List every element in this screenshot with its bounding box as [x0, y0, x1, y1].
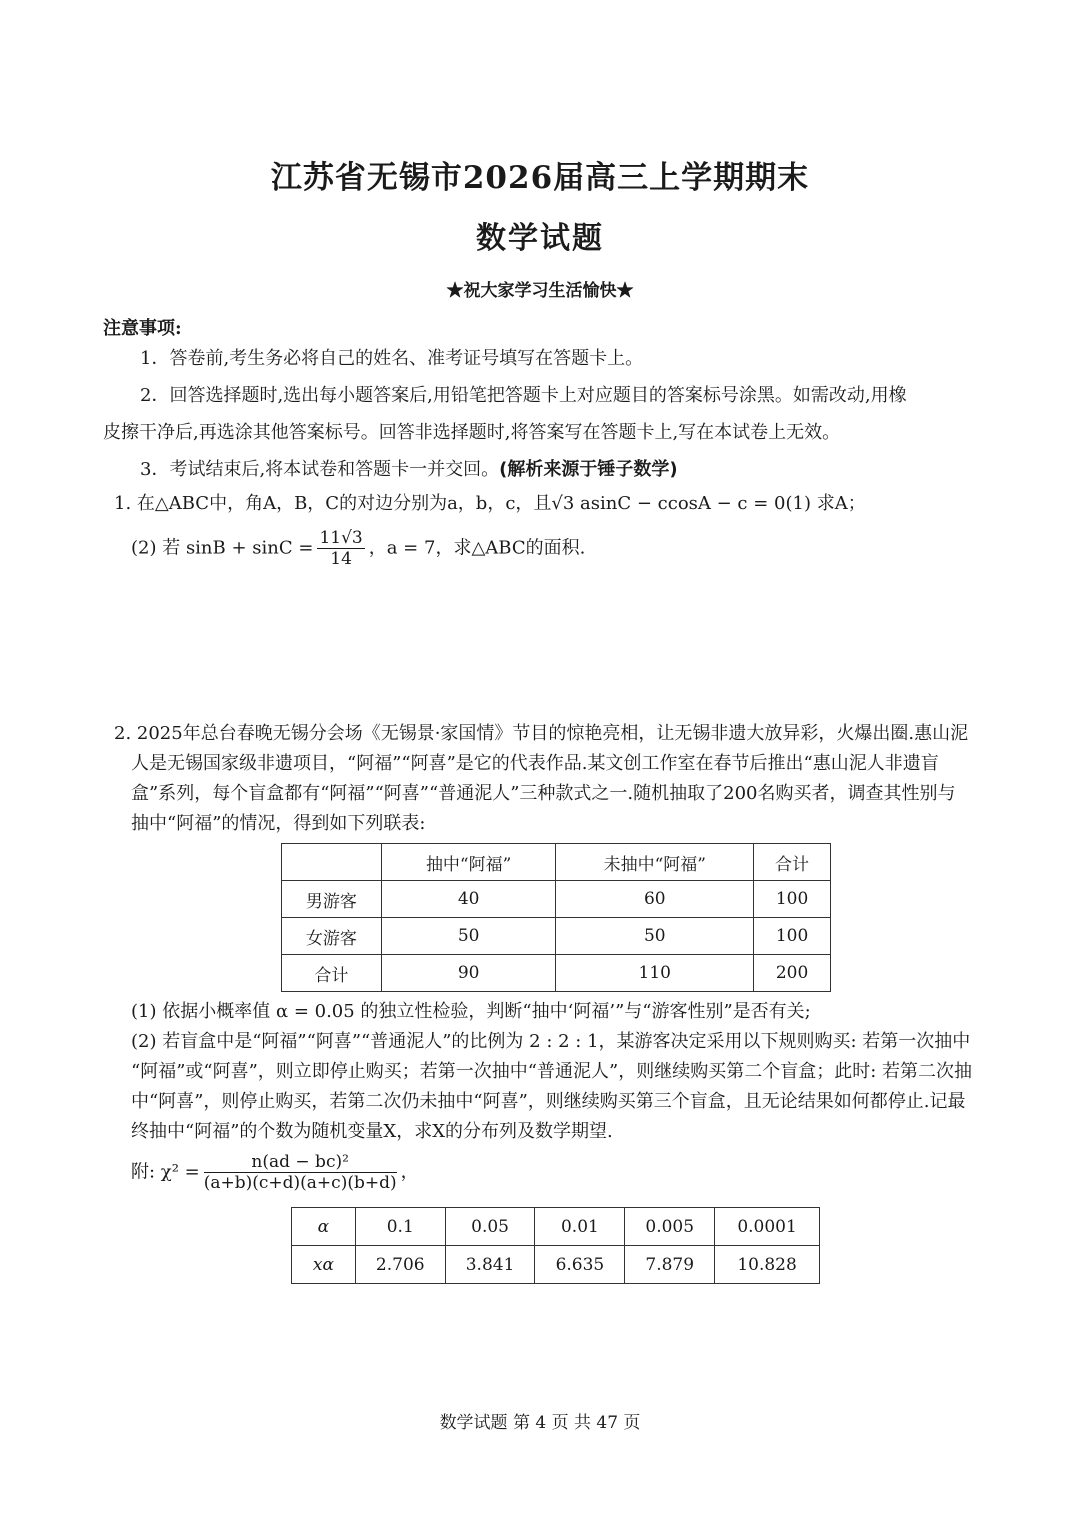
formula-den: (a+b)(c+d)(a+c)(b+d) — [203, 1173, 397, 1193]
formula-num: n(ad − bc)² — [204, 1152, 397, 1173]
table-row — [282, 881, 831, 918]
q1-part2-suffix: ，a = 7，求△ABC的面积. — [368, 537, 586, 559]
table-cell: 50 — [556, 918, 754, 955]
table-cell: 女游客 — [282, 918, 382, 955]
exam-title: 江苏省无锡市2026届高三上学期期末 — [270, 160, 810, 196]
table-row — [292, 1208, 820, 1246]
table-cell — [292, 1208, 356, 1246]
alpha-label: α — [317, 1216, 330, 1237]
formula-prefix: 附: χ² = — [131, 1161, 200, 1183]
table-header-row — [282, 844, 831, 881]
notice-item-1: 1．答卷前,考生务必将自己的姓名、准考证号填写在答题卡上。 — [140, 348, 644, 369]
formula-fraction — [204, 1152, 397, 1193]
table-cell: 0.1 — [355, 1208, 445, 1246]
critical-value-table — [291, 1207, 820, 1284]
q1-frac-den: 14 — [330, 549, 352, 569]
table-cell: 0.01 — [535, 1208, 625, 1246]
q2-part-2-line-4: 终抽中“阿福”的个数为随机变量X，求X的分布列及数学期望. — [131, 1121, 613, 1142]
table-cell — [292, 1246, 356, 1284]
table-cell: 100 — [754, 881, 831, 918]
table-cell: 60 — [556, 881, 754, 918]
table-header-cell: 抽中“阿福” — [381, 844, 556, 881]
table-row — [282, 918, 831, 955]
table-cell: 2.706 — [355, 1246, 445, 1284]
table-header-cell — [282, 844, 382, 881]
table-cell: 7.879 — [625, 1246, 715, 1284]
x-alpha-label: xα — [312, 1254, 334, 1275]
table-cell: 200 — [754, 955, 831, 992]
notice-heading: 注意事项: — [103, 318, 182, 339]
q2-line-4: 抽中“阿福”的情况，得到如下列联表: — [131, 813, 426, 834]
q2-part-2-line-2: “阿福”或“阿喜”，则立即停止购买；若第一次抽中“普通泥人”，则继续购买第二个盲盒；此时: 若第二次抽 — [131, 1061, 972, 1082]
q2-part-2-line-1: (2) 若盲盒中是“阿福”“阿喜”“普通泥人”的比例为 2 : 2 : 1，某游客决定采用以下规则购买: 若第一次抽中 — [131, 1031, 971, 1052]
q2-part-1: (1) 依据小概率值 α = 0.05 的独立性检验，判断“抽中‘阿福’”与“游客性别”是否有关; — [131, 1001, 811, 1022]
q2-line-1: 2. 2025年总台春晚无锡分会场《无锡景·家国情》节目的惊艳亮相，让无锡非遗大放异彩，火爆出圈.惠山泥 — [114, 723, 969, 744]
contingency-table — [281, 843, 831, 992]
page-footer: 数学试题 第 4 页 共 47 页 — [439, 1413, 641, 1433]
q2-part-2-line-3: 中“阿喜”，则停止购买，若第二次仍未抽中“阿喜”，则继续购买第三个盲盒，且无论结果如何都停止.记最 — [131, 1091, 966, 1112]
source-note: (解析来源于锤子数学) — [499, 459, 678, 480]
q1-line-1: 1. 在△ABC中，角A，B，C的对边分别为a，b，c，且√3 asinC − ccosA − c = 0(1) 求A； — [114, 493, 866, 514]
table-cell: 0.05 — [445, 1208, 535, 1246]
notice-item-2-line-1: 2．回答选择题时,选出每小题答案后,用铅笔把答题卡上对应题目的答案标号涂黑。如需改动,用橡 — [140, 385, 907, 406]
table-cell: 0.0001 — [715, 1208, 820, 1246]
notice-item-3-text: 3．考试结束后,将本试卷和答题卡一并交回。 — [140, 459, 500, 480]
table-cell: 0.005 — [625, 1208, 715, 1246]
table-cell: 50 — [381, 918, 556, 955]
q1-fraction — [317, 528, 364, 569]
table-cell: 110 — [556, 955, 754, 992]
table-row — [282, 955, 831, 992]
q1-line-2 — [131, 528, 585, 569]
q1-frac-num: 11√3 — [319, 528, 363, 548]
exam-subtitle: 数学试题 — [476, 221, 604, 256]
table-cell: 合计 — [282, 955, 382, 992]
motto: ★祝大家学习生活愉快★ — [446, 281, 634, 301]
table-row — [292, 1246, 820, 1284]
table-cell: 90 — [381, 955, 556, 992]
table-cell: 10.828 — [715, 1246, 820, 1284]
notice-item-2-line-2: 皮擦干净后,再选涂其他答案标号。回答非选择题时,将答案写在答题卡上,写在本试卷上无效。 — [103, 422, 841, 443]
q2-line-2: 人是无锡国家级非遗项目，“阿福”“阿喜”是它的代表作品.某文创工作室在春节后推出“惠山泥人非遗盲 — [131, 753, 939, 774]
table-cell: 40 — [381, 881, 556, 918]
table-cell: 3.841 — [445, 1246, 535, 1284]
table-cell: 100 — [754, 918, 831, 955]
formula-suffix: ， — [400, 1161, 419, 1183]
q2-line-3: 盒”系列，每个盲盒都有“阿福”“阿喜”“普通泥人”三种款式之一.随机抽取了200名购买者，调查其性别与 — [131, 783, 956, 804]
notice-item-3 — [140, 456, 678, 484]
table-header-cell: 合计 — [754, 844, 831, 881]
table-header-cell: 未抽中“阿福” — [556, 844, 754, 881]
chi-square-formula — [131, 1152, 419, 1193]
table-cell: 6.635 — [535, 1246, 625, 1284]
table-cell: 男游客 — [282, 881, 382, 918]
q1-part2-prefix: (2) 若 sinB + sinC = — [131, 537, 314, 559]
